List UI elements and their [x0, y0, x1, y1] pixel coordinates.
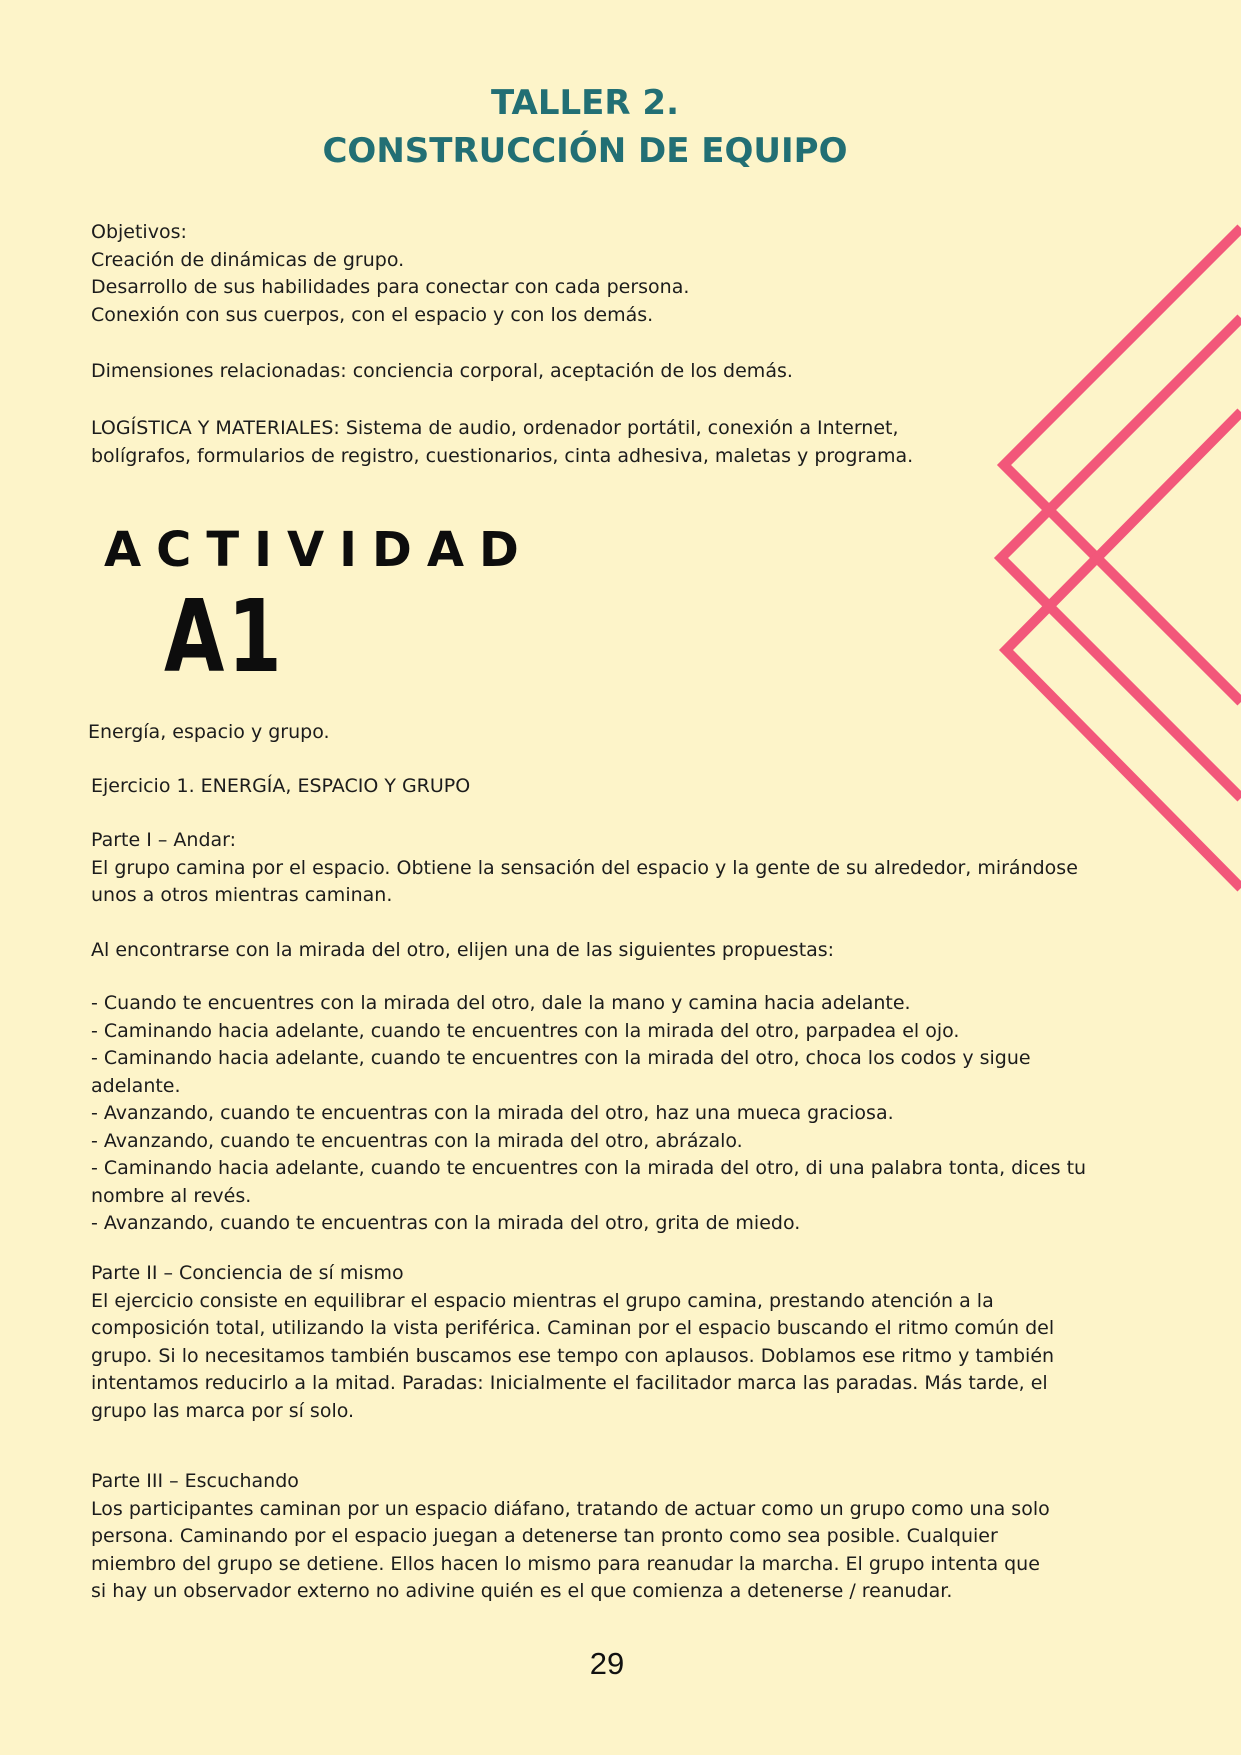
logistics-section: [91, 415, 1141, 470]
part2-line: intentamos reducirlo a la mitad. Paradas: Inicialmente el facilitador marca las paradas. Más tarde, el: [91, 1372, 1048, 1394]
list-item: - Caminando hacia adelante, cuando te encuentres con la mirada del otro, choca los codos y sigue: [91, 1047, 1031, 1069]
exercise-title: Ejercicio 1. ENERGÍA, ESPACIO Y GRUPO: [91, 775, 471, 797]
objective-item: Desarrollo de sus habilidades para conectar con cada persona.: [91, 276, 690, 298]
chevron-line-bottom: [1006, 412, 1241, 888]
objective-item: Creación de dinámicas de grupo.: [91, 248, 405, 271]
part1-intro: Al encontrarse con la mirada del otro, elijen una de las siguientes propuestas:: [91, 939, 835, 961]
dimensions-text: Dimensiones relacionadas: conciencia corporal, aceptación de los demás.: [91, 360, 793, 382]
part2-line: composición total, utilizando la vista periférica. Caminan por el espacio buscando el ritmo común del: [91, 1317, 1055, 1339]
objectives-section: [91, 219, 1141, 329]
part1-section: [91, 827, 1141, 910]
part3-line: si hay un observador externo no adivine quién es el que comienza a detenerse / reanudar.: [91, 1580, 953, 1602]
list-item: - Caminando hacia adelante, cuando te encuentres con la mirada del otro, parpadea el ojo.: [91, 1019, 960, 1042]
list-item: - Avanzando, cuando te encuentras con la mirada del otro, haz una mueca graciosa.: [91, 1102, 894, 1124]
list-item: - Avanzando, cuando te encuentras con la mirada del otro, grita de miedo.: [91, 1212, 801, 1234]
part1-options-list: [91, 990, 1141, 1238]
part3-section: [91, 1468, 1141, 1606]
list-item: nombre al revés.: [91, 1184, 252, 1207]
logistics-line: bolígrafos, formularios de registro, cuestionarios, cinta adhesiva, maletas y programa.: [91, 444, 914, 467]
part2-line: El ejercicio consiste en equilibrar el espacio mientras el grupo camina, prestando atención a la: [91, 1289, 994, 1312]
list-item: - Cuando te encuentres con la mirada del otro, dale la mano y camina hacia adelante.: [91, 992, 911, 1014]
part2-line: grupo. Si lo necesitamos también buscamos ese tempo con aplausos. Doblamos ese ritmo y también: [91, 1344, 1055, 1367]
objective-item: Conexión con sus cuerpos, con el espacio y con los demás.: [91, 303, 654, 326]
part3-line: miembro del grupo se detiene. Ellos hacen lo mismo para reanudar la marcha. El grupo intenta que: [91, 1552, 1040, 1575]
activity-code: A1: [164, 578, 285, 695]
part3-line: Los participantes caminan por un espacio diáfano, tratando de actuar como un grupo como una solo: [91, 1497, 1050, 1520]
list-item: adelante.: [91, 1074, 181, 1097]
activity-subtitle: Energía, espacio y grupo.: [88, 721, 330, 743]
objectives-heading: Objetivos:: [91, 221, 187, 243]
part1-heading: Parte I – Andar:: [91, 829, 237, 851]
part2-heading: Parte II – Conciencia de sí mismo: [91, 1262, 404, 1284]
part1-line: unos a otros mientras caminan.: [91, 884, 393, 906]
list-item: - Avanzando, cuando te encuentras con la mirada del otro, abrázalo.: [91, 1129, 743, 1152]
workshop-title-line1: TALLER 2.: [490, 83, 679, 123]
part3-heading: Parte III – Escuchando: [91, 1470, 299, 1492]
part2-section: [91, 1260, 1141, 1425]
workshop-title-line2: CONSTRUCCIÓN DE EQUIPO: [322, 131, 848, 171]
page-number: 29: [589, 1646, 625, 1681]
activity-word: ACTIVIDAD: [104, 522, 534, 578]
part1-line: El grupo camina por el espacio. Obtiene la sensación del espacio y la gente de su alrededor, mirándose: [91, 856, 1078, 879]
logistics-line: LOGÍSTICA Y MATERIALES: Sistema de audio, ordenador portátil, conexión a Internet,: [91, 417, 899, 439]
part2-line: grupo las marca por sí solo.: [91, 1399, 355, 1422]
list-item: - Caminando hacia adelante, cuando te encuentres con la mirada del otro, di una palabra tonta, dices tu: [91, 1157, 1087, 1179]
part3-line: persona. Caminando por el espacio juegan a detenerse tan pronto como sea posible. Cualquier: [91, 1525, 998, 1547]
